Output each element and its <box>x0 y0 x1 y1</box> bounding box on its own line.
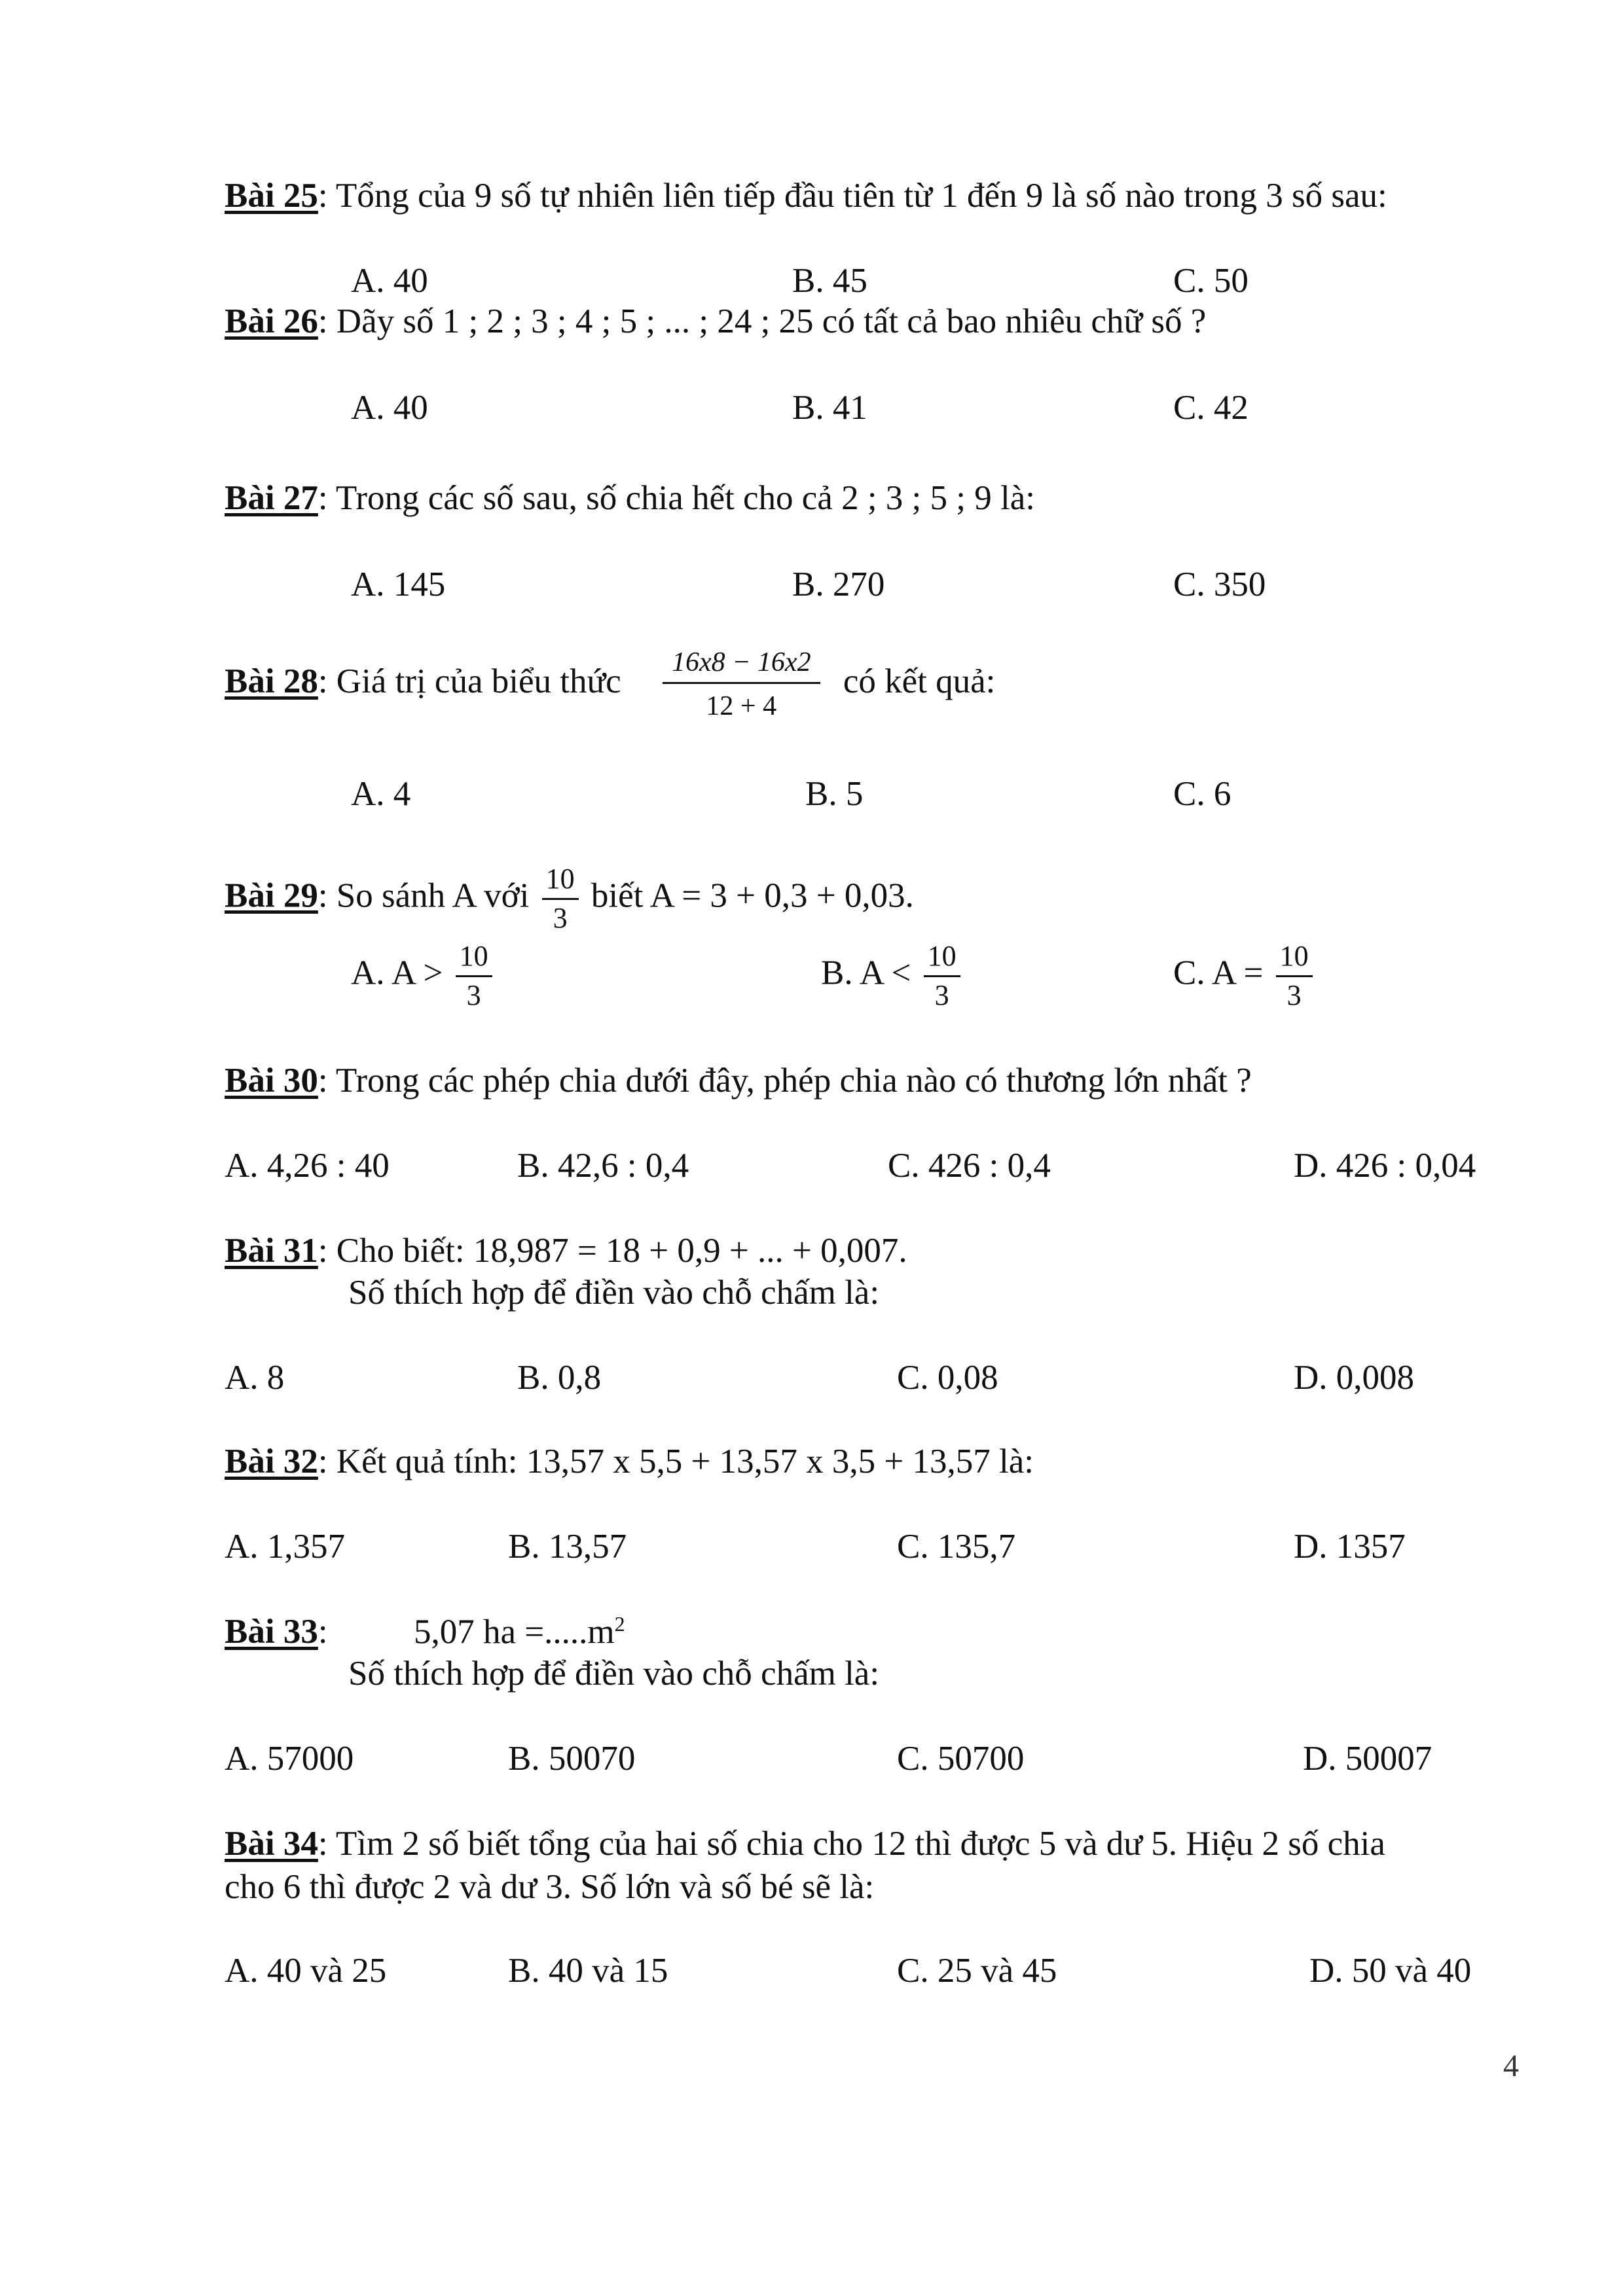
option-prefix: C. A = <box>1173 954 1264 992</box>
question-text: : Dãy số 1 ; 2 ; 3 ; 4 ; 5 ; ... ; 24 ; 25 có tất cả bao nhiêu chữ số ? <box>318 302 1207 340</box>
question-label: Bài 31 <box>225 1232 318 1270</box>
question-colon: : <box>318 1613 328 1651</box>
option-a: A. 8 <box>225 1359 285 1397</box>
option-b: B. 40 và 15 <box>508 1952 668 1990</box>
option-a: A. 1,357 <box>225 1528 346 1566</box>
fraction-denominator: 3 <box>466 978 481 1011</box>
fraction-denominator: 3 <box>1286 978 1302 1011</box>
question-label: Bài 27 <box>225 479 318 517</box>
option-a: A. 40 và 25 <box>225 1952 387 1990</box>
question-30 <box>225 1060 1252 1102</box>
option-c: C. 135,7 <box>897 1528 1016 1566</box>
option-a: A. 145 <box>351 565 446 603</box>
option-a: A. 57000 <box>225 1740 354 1778</box>
fraction-denominator: 3 <box>934 978 949 1011</box>
fraction <box>924 940 960 1012</box>
option-a: A. 4,26 : 40 <box>225 1147 390 1185</box>
option-b: B. 270 <box>792 565 885 603</box>
question-label: Bài 32 <box>225 1443 318 1480</box>
question-29 <box>225 863 914 935</box>
fraction <box>542 863 579 935</box>
question-label: Bài 29 <box>225 876 318 915</box>
option-d: D. 1357 <box>1294 1528 1406 1566</box>
fraction-numerator: 10 <box>924 940 960 977</box>
question-26 <box>225 301 1206 343</box>
fraction-numerator: 10 <box>1276 940 1313 977</box>
question-text: : Kết quả tính: 13,57 x 5,5 + 13,57 x 3,5 + 13,57 là: <box>318 1443 1034 1480</box>
question-label: Bài 34 <box>225 1825 318 1863</box>
expression-denominator: 12 + 4 <box>706 691 777 722</box>
question-34 <box>225 1823 1385 1865</box>
question-text: : Trong các số sau, số chia hết cho cả 2 ; 3 ; 5 ; 9 là: <box>318 479 1035 517</box>
question-label: Bài 33 <box>225 1613 318 1651</box>
question-text: 5,07 ha =.....m <box>414 1613 615 1651</box>
question-33-expression <box>414 1611 625 1653</box>
question-label: Bài 26 <box>225 302 318 340</box>
fraction <box>456 940 492 1012</box>
fraction <box>1276 940 1313 1012</box>
question-32 <box>225 1441 1034 1483</box>
option-c: C. 50700 <box>897 1740 1025 1778</box>
option-a: A. 40 <box>351 262 428 300</box>
option-d: D. 50 và 40 <box>1309 1952 1472 1990</box>
question-text: : Tổng của 9 số tự nhiên liên tiếp đầu tiên từ 1 đến 9 là số nào trong 3 số sau: <box>318 177 1387 215</box>
option-c: C. 25 và 45 <box>897 1952 1057 1990</box>
option-c: C. 42 <box>1173 389 1249 427</box>
question-34-line-2: cho 6 thì được 2 và dư 3. Số lớn và số bé sẽ là: <box>225 1868 875 1906</box>
question-27 <box>225 478 1035 520</box>
question-33-line-2: Số thích hợp để điền vào chỗ chấm là: <box>348 1655 880 1693</box>
page-number: 4 <box>1503 2049 1519 2083</box>
option-d: D. 0,008 <box>1294 1359 1415 1397</box>
option-b: B. 0,8 <box>517 1359 602 1397</box>
option-b: B. 5 <box>805 775 864 813</box>
option-prefix: B. A < <box>821 954 911 992</box>
option-a <box>351 940 496 1012</box>
question-text: : Trong các phép chia dưới đây, phép chia nào có thương lớn nhất ? <box>318 1062 1252 1100</box>
option-b: B. 42,6 : 0,4 <box>517 1147 689 1185</box>
question-text-after: có kết quả: <box>843 662 996 700</box>
option-d: D. 426 : 0,04 <box>1294 1147 1476 1185</box>
option-d: D. 50007 <box>1303 1740 1432 1778</box>
superscript: 2 <box>614 1612 625 1636</box>
option-c <box>1173 940 1317 1012</box>
question-text: : Tìm 2 số biết tổng của hai số chia cho 12 thì được 5 và dư 5. Hiệu 2 số chia <box>318 1825 1385 1863</box>
option-b: B. 41 <box>792 389 867 427</box>
option-c: C. 426 : 0,4 <box>888 1147 1051 1185</box>
option-a: A. 4 <box>351 775 411 813</box>
question-label: Bài 28 <box>225 662 318 700</box>
expression-fraction <box>663 647 820 723</box>
option-c: C. 6 <box>1173 775 1231 813</box>
option-c: C. 0,08 <box>897 1359 998 1397</box>
question-text-after: biết A = 3 + 0,3 + 0,03. <box>591 876 914 915</box>
fraction-numerator: 10 <box>456 940 492 977</box>
question-28 <box>225 647 995 723</box>
option-b: B. 50070 <box>508 1740 636 1778</box>
question-25 <box>225 175 1387 217</box>
question-text: : Cho biết: 18,987 = 18 + 0,9 + ... + 0,007. <box>318 1232 907 1270</box>
question-33 <box>225 1611 328 1653</box>
question-label: Bài 30 <box>225 1062 318 1100</box>
option-c: C. 350 <box>1173 565 1266 603</box>
fraction-numerator: 10 <box>542 863 579 900</box>
option-b: B. 45 <box>792 262 867 300</box>
option-b <box>821 940 964 1012</box>
option-a: A. 40 <box>351 389 428 427</box>
question-text: : Giá trị của biểu thức <box>318 662 621 700</box>
question-text: : So sánh A với <box>318 876 530 915</box>
expression-numerator: 16x8 − 16x2 <box>663 647 820 684</box>
option-prefix: A. A > <box>351 954 443 992</box>
question-31-line-2: Số thích hợp để điền vào chỗ chấm là: <box>348 1274 880 1312</box>
option-b: B. 13,57 <box>508 1528 627 1566</box>
fraction-denominator: 3 <box>553 901 568 934</box>
question-label: Bài 25 <box>225 177 318 215</box>
question-31 <box>225 1230 907 1272</box>
option-c: C. 50 <box>1173 262 1249 300</box>
